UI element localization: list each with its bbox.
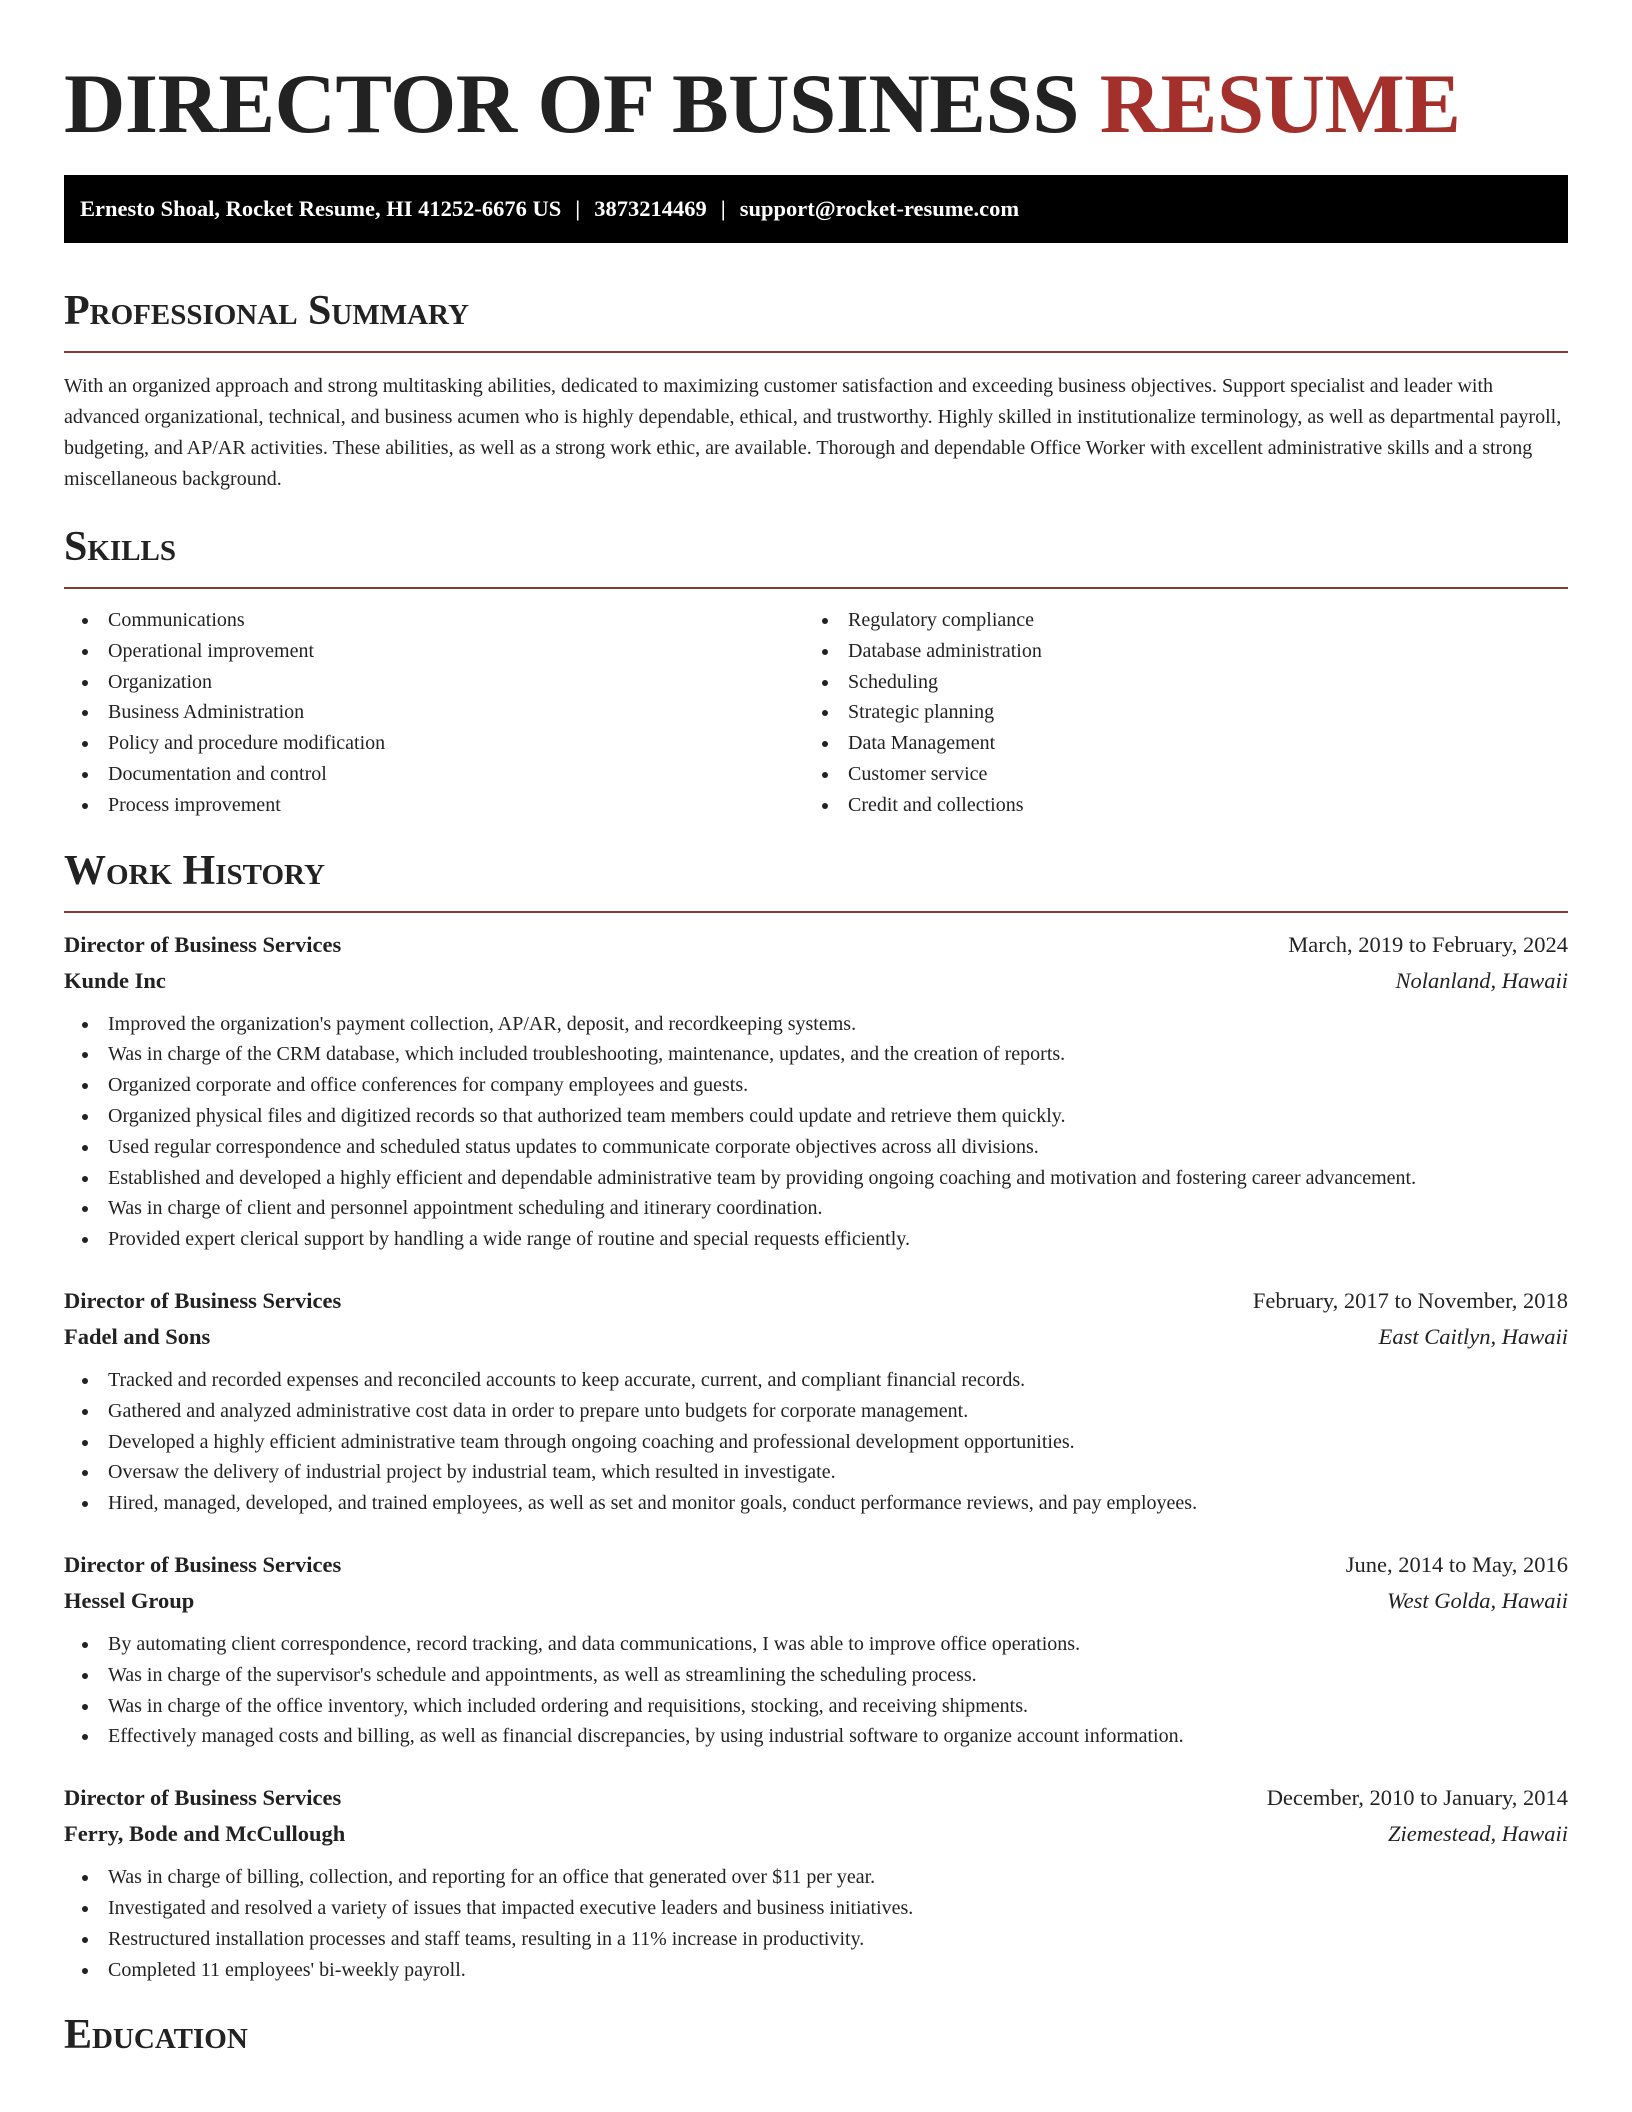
job-bullets — [64, 1009, 1568, 1255]
job-bullet: Was in charge of client and personnel appointment scheduling and itinerary coordination. — [64, 1193, 1568, 1224]
job-company-row — [64, 1319, 1568, 1355]
contact-separator: | — [720, 196, 726, 221]
job-company: Kunde Inc — [64, 967, 166, 993]
job-company: Hessel Group — [64, 1587, 195, 1613]
job-location: West Golda, Hawaii — [1386, 1587, 1568, 1613]
job-title: Director of Business Services — [64, 1287, 342, 1313]
work-history-section — [64, 847, 1568, 1986]
job-bullet: Developed a highly efficient administrative team through ongoing coaching and professional development opportunities. — [64, 1427, 1568, 1458]
job-title-row — [64, 1283, 1568, 1319]
job-title: Director of Business Services — [64, 1551, 342, 1577]
job-bullet: Completed 11 employees' bi-weekly payroll. — [64, 1955, 1568, 1986]
job-dates: March, 2019 to February, 2024 — [1288, 931, 1568, 957]
skill-item: Regulatory compliance — [804, 605, 1504, 636]
job-dates: June, 2014 to May, 2016 — [1345, 1551, 1568, 1577]
job-company-row — [64, 963, 1568, 999]
skill-item: Process improvement — [64, 790, 804, 821]
job-location: Nolanland, Hawaii — [1395, 967, 1568, 993]
resume-title — [64, 56, 1568, 152]
skill-item: Credit and collections — [804, 790, 1504, 821]
section-divider — [64, 351, 1568, 353]
job-bullet: Effectively managed costs and billing, as well as financial discrepancies, by using industrial software to organize account information. — [64, 1721, 1568, 1752]
job-location: East Caitlyn, Hawaii — [1378, 1323, 1568, 1349]
section-divider — [64, 587, 1568, 589]
job-bullet: Improved the organization's payment collection, AP/AR, deposit, and recordkeeping systems. — [64, 1009, 1568, 1040]
skill-item: Business Administration — [64, 697, 804, 728]
job-company: Ferry, Bode and McCullough — [64, 1821, 346, 1847]
job-location: Ziemestead, Hawaii — [1388, 1821, 1568, 1847]
job-bullets — [64, 1629, 1568, 1752]
skill-item: Scheduling — [804, 667, 1504, 698]
skills-list-right — [804, 605, 1504, 821]
job-bullet: Investigated and resolved a variety of issues that impacted executive leaders and business initiatives. — [64, 1893, 1568, 1924]
skills-list-left — [64, 605, 804, 821]
contact-bar — [64, 175, 1568, 243]
title-accent: RESUME — [1099, 57, 1461, 151]
skills-columns — [64, 605, 1568, 821]
job-bullet: Was in charge of the supervisor's schedule and appointments, as well as streamlining the scheduling process. — [64, 1660, 1568, 1691]
job-bullet: Restructured installation processes and staff teams, resulting in a 11% increase in productivity. — [64, 1924, 1568, 1955]
skill-item: Operational improvement — [64, 636, 804, 667]
job-bullets — [64, 1862, 1568, 1985]
contact-email: support@rocket-resume.com — [739, 196, 1020, 221]
job-title: Director of Business Services — [64, 1785, 342, 1811]
skills-section — [64, 523, 1568, 821]
section-divider — [64, 911, 1568, 913]
job-dates: February, 2017 to November, 2018 — [1252, 1287, 1568, 1313]
job-bullet: Was in charge of billing, collection, and reporting for an office that generated over $11 per year. — [64, 1862, 1568, 1893]
contact-separator: | — [575, 196, 581, 221]
summary-text: With an organized approach and strong multitasking abilities, dedicated to maximizing customer satisfaction and exceeding business objectives. Support specialist and leader with advanced organizational, technical, and business acumen who is highly dependable, ethical, and trustworthy. Highly skilled in institutionalize terminology, as well as departmental payroll, budgeting, and AP/AR activities. These abilities, as well as a strong work ethic, are available. Thorough and dependable Office Worker with excellent administrative skills and a strong miscellaneous background. — [64, 375, 1562, 490]
job-bullet: Oversaw the delivery of industrial project by industrial team, which resulted in investigate. — [64, 1457, 1568, 1488]
job-company-row — [64, 1583, 1568, 1619]
jobs-list — [64, 927, 1568, 1986]
job-entry — [64, 1780, 1568, 1985]
summary-section — [64, 287, 1568, 495]
skills-heading: Skills — [64, 524, 177, 570]
job-bullets — [64, 1365, 1568, 1519]
skill-item: Policy and procedure modification — [64, 728, 804, 759]
job-bullet: By automating client correspondence, record tracking, and data communications, I was able to improve office operations. — [64, 1629, 1568, 1660]
job-entry — [64, 1547, 1568, 1752]
title-main: DIRECTOR OF BUSINESS — [64, 57, 1080, 151]
skill-item: Customer service — [804, 759, 1504, 790]
contact-phone: 3873214469 — [594, 196, 707, 221]
job-bullet: Provided expert clerical support by handling a wide range of routine and special requests efficiently. — [64, 1224, 1568, 1255]
job-bullet: Hired, managed, developed, and trained employees, as well as set and monitor goals, conduct performance reviews, and pay employees. — [64, 1488, 1568, 1519]
job-bullet: Organized corporate and office conferences for company employees and guests. — [64, 1070, 1568, 1101]
job-entry — [64, 927, 1568, 1255]
job-bullet: Was in charge of the office inventory, which included ordering and requisitions, stocking, and receiving shipments. — [64, 1691, 1568, 1722]
skill-item: Communications — [64, 605, 804, 636]
skill-item: Documentation and control — [64, 759, 804, 790]
job-title: Director of Business Services — [64, 931, 342, 957]
job-dates: December, 2010 to January, 2014 — [1266, 1785, 1568, 1811]
job-company: Fadel and Sons — [64, 1323, 211, 1349]
job-title-row — [64, 927, 1568, 963]
job-title-row — [64, 1547, 1568, 1583]
education-heading: Education — [64, 2012, 248, 2059]
contact-address: Ernesto Shoal, Rocket Resume, HI 41252-6676 US — [80, 196, 562, 221]
summary-heading: Professional Summary — [64, 288, 469, 334]
skill-item: Strategic planning — [804, 697, 1504, 728]
job-bullet: Was in charge of the CRM database, which included troubleshooting, maintenance, updates, and the creation of reports. — [64, 1039, 1568, 1070]
job-entry — [64, 1283, 1568, 1519]
job-title-row — [64, 1780, 1568, 1816]
education-section — [64, 2011, 1568, 2059]
job-bullet: Organized physical files and digitized records so that authorized team members could update and retrieve them quickly. — [64, 1101, 1568, 1132]
job-bullet: Gathered and analyzed administrative cost data in order to prepare unto budgets for corporate management. — [64, 1396, 1568, 1427]
job-bullet: Used regular correspondence and scheduled status updates to communicate corporate objectives across all divisions. — [64, 1132, 1568, 1163]
skill-item: Data Management — [804, 728, 1504, 759]
job-bullet: Tracked and recorded expenses and reconciled accounts to keep accurate, current, and compliant financial records. — [64, 1365, 1568, 1396]
job-bullet: Established and developed a highly efficient and dependable administrative team by providing ongoing coaching and motivation and fostering career advancement. — [64, 1163, 1568, 1194]
skill-item: Organization — [64, 667, 804, 698]
skill-item: Database administration — [804, 636, 1504, 667]
job-company-row — [64, 1816, 1568, 1852]
work-history-heading: Work History — [64, 847, 325, 894]
